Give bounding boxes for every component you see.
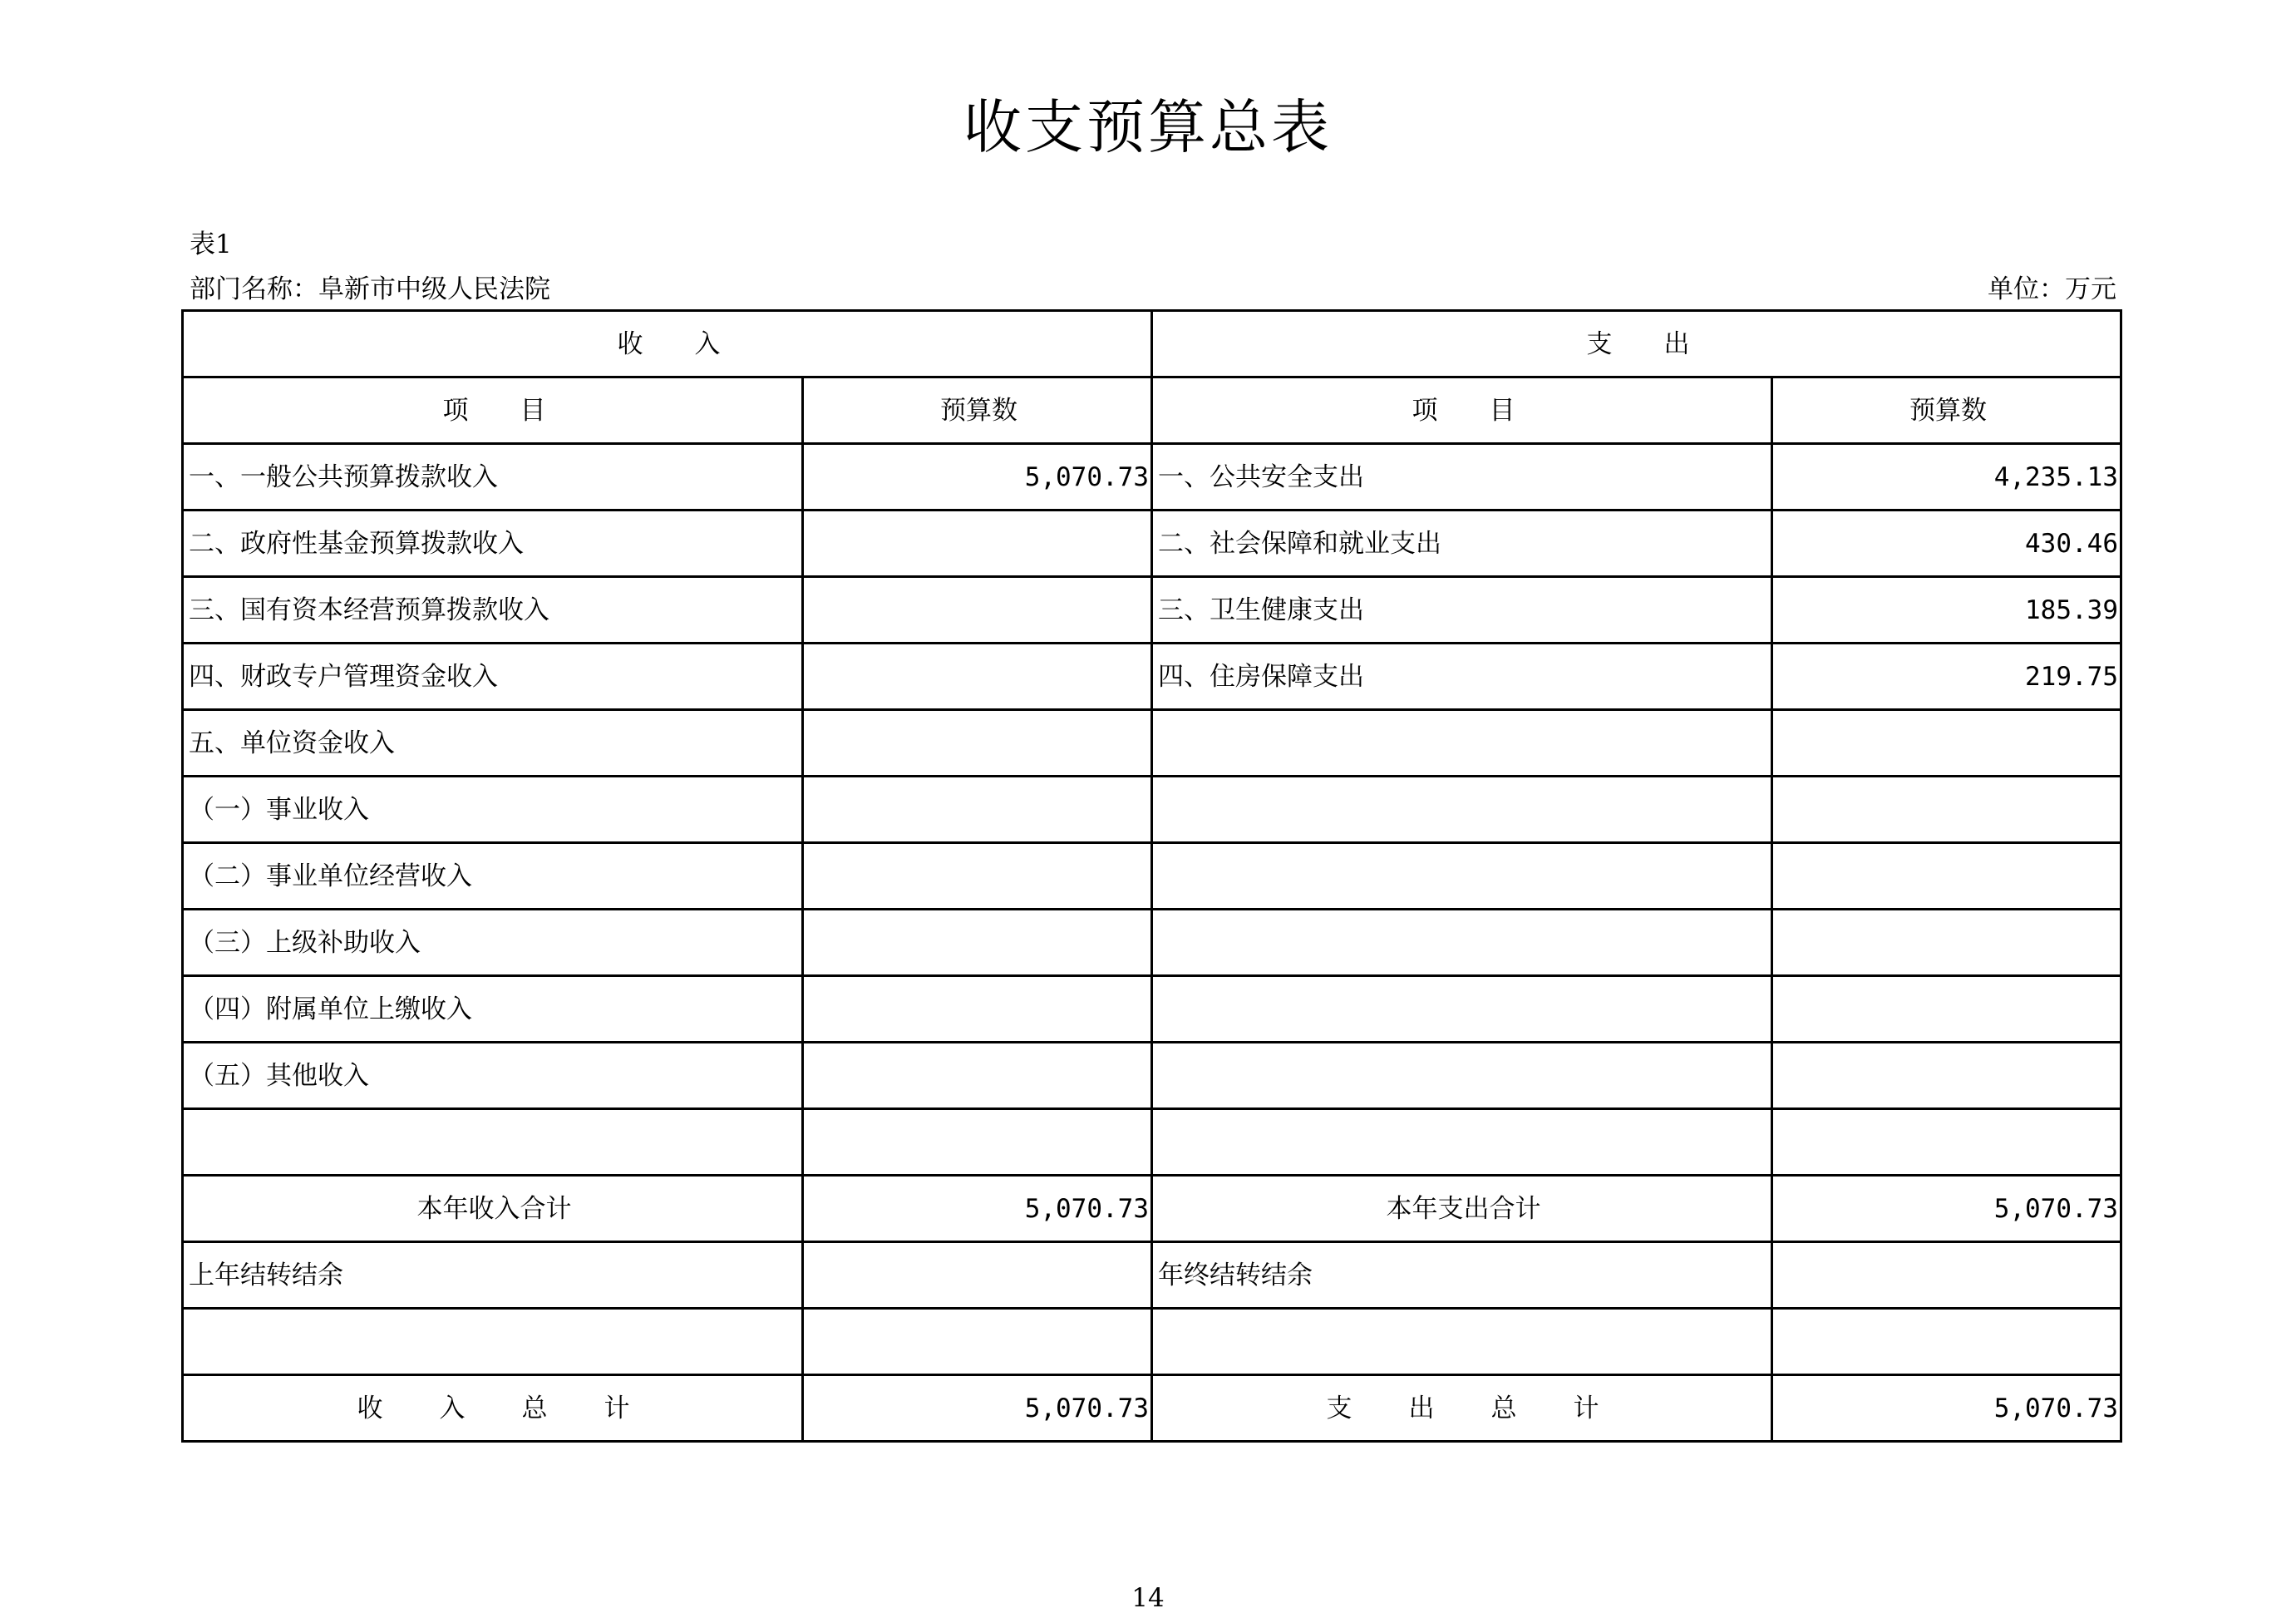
expense-item-header: 项 目 <box>1152 377 1772 444</box>
expense-item <box>1152 843 1772 910</box>
expense-item <box>1152 910 1772 976</box>
unit-label: 单位：万元 <box>1988 274 2116 304</box>
income-carry-over-label: 上年结转结余 <box>183 1242 803 1309</box>
income-item: （四）附属单位上缴收入 <box>183 976 803 1043</box>
income-item <box>183 1109 803 1176</box>
income-amount <box>803 644 1152 710</box>
expense-amount <box>1772 1309 2121 1375</box>
income-item: （二）事业单位经营收入 <box>183 843 803 910</box>
expense-grand-total-amount: 5,070.73 <box>1772 1375 2121 1442</box>
expense-amount <box>1772 976 2121 1043</box>
income-amount-header: 预算数 <box>803 377 1152 444</box>
income-item: （一）事业收入 <box>183 777 803 843</box>
income-amount <box>803 1043 1152 1109</box>
table-row <box>183 644 2121 710</box>
table-row <box>183 777 2121 843</box>
page-number: 14 <box>1131 1583 1165 1613</box>
expense-section-header: 支 出 <box>1152 311 2121 377</box>
income-item: 一、一般公共预算拨款收入 <box>183 444 803 511</box>
expense-amount <box>1772 843 2121 910</box>
expense-item: 一、公共安全支出 <box>1152 444 1772 511</box>
expense-item <box>1152 710 1772 777</box>
expense-amount <box>1772 1043 2121 1109</box>
income-item: （五）其他收入 <box>183 1043 803 1109</box>
income-item: 五、单位资金收入 <box>183 710 803 777</box>
income-grand-total-label: 收 入 总 计 <box>183 1375 803 1442</box>
expense-item <box>1152 777 1772 843</box>
income-item-header: 项 目 <box>183 377 803 444</box>
expense-carry-over-amount <box>1772 1242 2121 1309</box>
income-amount <box>803 843 1152 910</box>
blank-row <box>183 1309 2121 1375</box>
expense-item: 四、住房保障支出 <box>1152 644 1772 710</box>
table-row <box>183 910 2121 976</box>
expense-amount <box>1772 1109 2121 1176</box>
expense-year-total-amount: 5,070.73 <box>1772 1176 2121 1242</box>
income-amount: 5,070.73 <box>803 444 1152 511</box>
expense-item <box>1152 1043 1772 1109</box>
expense-item <box>1152 976 1772 1043</box>
income-amount <box>803 910 1152 976</box>
expense-amount: 4,235.13 <box>1772 444 2121 511</box>
grand-total-row <box>183 1375 2121 1442</box>
table-row <box>183 577 2121 644</box>
expense-carry-over-label: 年终结转结余 <box>1152 1242 1772 1309</box>
income-item <box>183 1309 803 1375</box>
income-amount <box>803 1109 1152 1176</box>
expense-amount: 219.75 <box>1772 644 2121 710</box>
income-amount <box>803 577 1152 644</box>
expense-item <box>1152 1309 1772 1375</box>
income-item: （三）上级补助收入 <box>183 910 803 976</box>
page-title: 收支预算总表 <box>963 93 1333 161</box>
income-amount <box>803 777 1152 843</box>
column-header-row <box>183 377 2121 444</box>
department-name: 部门名称：阜新市中级人民法院 <box>190 274 550 304</box>
expense-item: 三、卫生健康支出 <box>1152 577 1772 644</box>
income-amount <box>803 710 1152 777</box>
expense-amount: 185.39 <box>1772 577 2121 644</box>
income-section-header: 收 入 <box>183 311 1152 377</box>
table-row <box>183 976 2121 1043</box>
income-year-total-label: 本年收入合计 <box>183 1176 803 1242</box>
carry-over-row <box>183 1242 2121 1309</box>
expense-amount <box>1772 777 2121 843</box>
table-number: 表1 <box>190 229 232 259</box>
table-row <box>183 1109 2121 1176</box>
table-row <box>183 843 2121 910</box>
budget-summary-table <box>181 309 2122 1443</box>
income-item: 四、财政专户管理资金收入 <box>183 644 803 710</box>
expense-amount <box>1772 910 2121 976</box>
expense-amount-header: 预算数 <box>1772 377 2121 444</box>
table-row <box>183 444 2121 511</box>
expense-item: 二、社会保障和就业支出 <box>1152 511 1772 577</box>
expense-amount <box>1772 710 2121 777</box>
income-carry-over-amount <box>803 1242 1152 1309</box>
income-amount <box>803 1309 1152 1375</box>
section-header-row <box>183 311 2121 377</box>
table-row <box>183 710 2121 777</box>
year-total-row <box>183 1176 2121 1242</box>
expense-year-total-label: 本年支出合计 <box>1152 1176 1772 1242</box>
income-grand-total-amount: 5,070.73 <box>803 1375 1152 1442</box>
expense-amount: 430.46 <box>1772 511 2121 577</box>
income-item: 三、国有资本经营预算拨款收入 <box>183 577 803 644</box>
expense-item <box>1152 1109 1772 1176</box>
expense-grand-total-label: 支 出 总 计 <box>1152 1375 1772 1442</box>
table-row <box>183 511 2121 577</box>
income-amount <box>803 511 1152 577</box>
income-amount <box>803 976 1152 1043</box>
income-item: 二、政府性基金预算拨款收入 <box>183 511 803 577</box>
table-row <box>183 1043 2121 1109</box>
income-year-total-amount: 5,070.73 <box>803 1176 1152 1242</box>
